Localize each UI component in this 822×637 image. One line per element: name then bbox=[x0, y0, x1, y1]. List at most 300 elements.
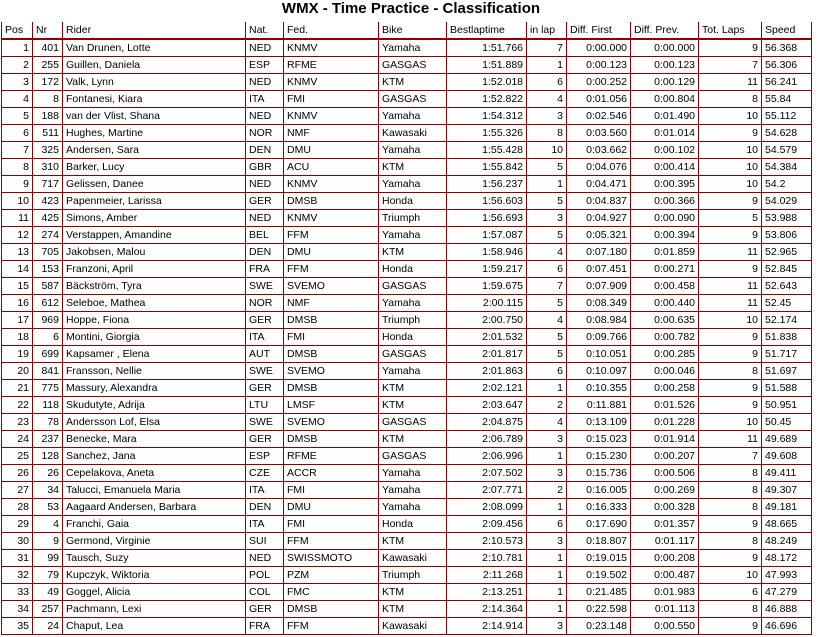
cell-tot-laps: 11 bbox=[699, 278, 762, 295]
table-row bbox=[2, 142, 812, 159]
header-diff-first: Diff. First bbox=[567, 22, 631, 39]
cell-diff-prev: 0:00.129 bbox=[631, 74, 699, 91]
cell-nat: FRA bbox=[246, 618, 284, 635]
cell-nr: 237 bbox=[33, 431, 63, 448]
cell-speed: 48.665 bbox=[762, 516, 812, 533]
cell-in-lap: 5 bbox=[527, 193, 567, 210]
cell-diff-first: 0:17.690 bbox=[567, 516, 631, 533]
cell-nat: NOR bbox=[246, 295, 284, 312]
cell-speed: 54.628 bbox=[762, 125, 812, 142]
cell-diff-prev: 0:00.123 bbox=[631, 57, 699, 74]
cell-tot-laps: 9 bbox=[699, 550, 762, 567]
cell-nr: 26 bbox=[33, 465, 63, 482]
table-row bbox=[2, 448, 812, 465]
cell-in-lap: 2 bbox=[527, 397, 567, 414]
cell-in-lap: 3 bbox=[527, 108, 567, 125]
header-bike: Bike bbox=[379, 22, 447, 39]
cell-speed: 53.806 bbox=[762, 227, 812, 244]
cell-bestlaptime: 2:09.456 bbox=[447, 516, 527, 533]
cell-in-lap: 6 bbox=[527, 74, 567, 91]
cell-bike: KTM bbox=[379, 244, 447, 261]
cell-bestlaptime: 2:01.817 bbox=[447, 346, 527, 363]
cell-bike: KTM bbox=[379, 584, 447, 601]
cell-speed: 52.845 bbox=[762, 261, 812, 278]
cell-fed: RFME bbox=[284, 57, 379, 74]
cell-nat: SWE bbox=[246, 278, 284, 295]
cell-nr: 49 bbox=[33, 584, 63, 601]
cell-tot-laps: 7 bbox=[699, 57, 762, 74]
cell-bestlaptime: 2:08.099 bbox=[447, 499, 527, 516]
cell-bestlaptime: 1:57.087 bbox=[447, 227, 527, 244]
cell-diff-prev: 0:00.102 bbox=[631, 142, 699, 159]
cell-nat: AUT bbox=[246, 346, 284, 363]
table-row bbox=[2, 261, 812, 278]
cell-diff-prev: 0:01.117 bbox=[631, 533, 699, 550]
table-row bbox=[2, 295, 812, 312]
cell-nat: POL bbox=[246, 567, 284, 584]
header-tot-laps: Tot. Laps bbox=[699, 22, 762, 39]
cell-diff-first: 0:03.662 bbox=[567, 142, 631, 159]
cell-fed: DMSB bbox=[284, 312, 379, 329]
cell-nr: 274 bbox=[33, 227, 63, 244]
cell-bestlaptime: 2:00.115 bbox=[447, 295, 527, 312]
cell-bike: KTM bbox=[379, 431, 447, 448]
cell-bestlaptime: 1:59.217 bbox=[447, 261, 527, 278]
cell-tot-laps: 11 bbox=[699, 244, 762, 261]
cell-fed: FFM bbox=[284, 227, 379, 244]
cell-pos: 16 bbox=[2, 295, 33, 312]
cell-diff-first: 0:04.927 bbox=[567, 210, 631, 227]
cell-diff-first: 0:15.023 bbox=[567, 431, 631, 448]
cell-tot-laps: 9 bbox=[699, 618, 762, 635]
cell-pos: 2 bbox=[2, 57, 33, 74]
cell-diff-prev: 0:01.357 bbox=[631, 516, 699, 533]
cell-tot-laps: 6 bbox=[699, 584, 762, 601]
cell-bestlaptime: 1:51.766 bbox=[447, 39, 527, 57]
header-pos: Pos bbox=[2, 22, 33, 39]
cell-fed: DMSB bbox=[284, 380, 379, 397]
cell-in-lap: 1 bbox=[527, 57, 567, 74]
cell-nr: 423 bbox=[33, 193, 63, 210]
cell-in-lap: 1 bbox=[527, 448, 567, 465]
cell-bestlaptime: 1:56.603 bbox=[447, 193, 527, 210]
table-row bbox=[2, 482, 812, 499]
cell-nr: 612 bbox=[33, 295, 63, 312]
cell-diff-first: 0:04.471 bbox=[567, 176, 631, 193]
cell-bike: Yamaha bbox=[379, 499, 447, 516]
header-speed: Speed bbox=[762, 22, 812, 39]
cell-rider: Gelissen, Danee bbox=[63, 176, 246, 193]
cell-in-lap: 1 bbox=[527, 499, 567, 516]
cell-rider: Cepelakova, Aneta bbox=[63, 465, 246, 482]
cell-diff-prev: 0:00.328 bbox=[631, 499, 699, 516]
table-row bbox=[2, 91, 812, 108]
cell-bestlaptime: 1:55.842 bbox=[447, 159, 527, 176]
cell-bike: Triumph bbox=[379, 312, 447, 329]
cell-diff-prev: 0:00.090 bbox=[631, 210, 699, 227]
cell-nat: SWE bbox=[246, 363, 284, 380]
cell-diff-first: 0:11.881 bbox=[567, 397, 631, 414]
cell-bike: Triumph bbox=[379, 567, 447, 584]
cell-bestlaptime: 2:14.364 bbox=[447, 601, 527, 618]
cell-diff-prev: 0:00.782 bbox=[631, 329, 699, 346]
cell-tot-laps: 9 bbox=[699, 39, 762, 57]
cell-speed: 52.45 bbox=[762, 295, 812, 312]
cell-speed: 50.45 bbox=[762, 414, 812, 431]
cell-tot-laps: 9 bbox=[699, 516, 762, 533]
header-fed: Fed. bbox=[284, 22, 379, 39]
cell-bestlaptime: 2:04.875 bbox=[447, 414, 527, 431]
cell-speed: 49.181 bbox=[762, 499, 812, 516]
cell-speed: 54.2 bbox=[762, 176, 812, 193]
cell-bestlaptime: 2:14.914 bbox=[447, 618, 527, 635]
cell-rider: Tausch, Suzy bbox=[63, 550, 246, 567]
cell-in-lap: 3 bbox=[527, 465, 567, 482]
cell-diff-first: 0:08.984 bbox=[567, 312, 631, 329]
table-header-row bbox=[2, 22, 812, 39]
cell-in-lap: 5 bbox=[527, 329, 567, 346]
cell-bike: Yamaha bbox=[379, 295, 447, 312]
cell-tot-laps: 8 bbox=[699, 91, 762, 108]
table-row bbox=[2, 244, 812, 261]
cell-nat: SUI bbox=[246, 533, 284, 550]
cell-fed: DMU bbox=[284, 499, 379, 516]
table-row bbox=[2, 618, 812, 635]
cell-speed: 49.689 bbox=[762, 431, 812, 448]
cell-in-lap: 1 bbox=[527, 550, 567, 567]
table-row bbox=[2, 380, 812, 397]
cell-bestlaptime: 1:55.326 bbox=[447, 125, 527, 142]
cell-bike: Yamaha bbox=[379, 142, 447, 159]
cell-fed: FFM bbox=[284, 261, 379, 278]
cell-diff-first: 0:19.502 bbox=[567, 567, 631, 584]
cell-nr: 699 bbox=[33, 346, 63, 363]
cell-in-lap: 6 bbox=[527, 363, 567, 380]
cell-nr: 153 bbox=[33, 261, 63, 278]
cell-nat: DEN bbox=[246, 499, 284, 516]
cell-diff-prev: 0:00.207 bbox=[631, 448, 699, 465]
cell-pos: 20 bbox=[2, 363, 33, 380]
cell-bike: KTM bbox=[379, 380, 447, 397]
table-row bbox=[2, 516, 812, 533]
cell-diff-first: 0:07.909 bbox=[567, 278, 631, 295]
table-row bbox=[2, 346, 812, 363]
cell-nat: NED bbox=[246, 39, 284, 57]
cell-bike: GASGAS bbox=[379, 448, 447, 465]
cell-nr: 4 bbox=[33, 516, 63, 533]
cell-diff-prev: 0:00.804 bbox=[631, 91, 699, 108]
cell-nat: GER bbox=[246, 380, 284, 397]
cell-bestlaptime: 2:00.750 bbox=[447, 312, 527, 329]
cell-fed: DMSB bbox=[284, 346, 379, 363]
table-row bbox=[2, 363, 812, 380]
cell-bestlaptime: 2:13.251 bbox=[447, 584, 527, 601]
cell-rider: Verstappen, Amandine bbox=[63, 227, 246, 244]
cell-nat: DEN bbox=[246, 142, 284, 159]
cell-fed: DMSB bbox=[284, 601, 379, 618]
header-in-lap: in lap bbox=[527, 22, 567, 39]
cell-bike: Yamaha bbox=[379, 176, 447, 193]
cell-tot-laps: 11 bbox=[699, 74, 762, 91]
cell-tot-laps: 9 bbox=[699, 227, 762, 244]
cell-pos: 14 bbox=[2, 261, 33, 278]
cell-pos: 35 bbox=[2, 618, 33, 635]
cell-rider: Aagaard Andersen, Barbara bbox=[63, 499, 246, 516]
cell-bike: GASGAS bbox=[379, 278, 447, 295]
cell-pos: 11 bbox=[2, 210, 33, 227]
cell-in-lap: 5 bbox=[527, 346, 567, 363]
cell-in-lap: 7 bbox=[527, 278, 567, 295]
cell-rider: Germond, Virginie bbox=[63, 533, 246, 550]
cell-nr: 511 bbox=[33, 125, 63, 142]
cell-nat: GER bbox=[246, 193, 284, 210]
cell-fed: LMSF bbox=[284, 397, 379, 414]
cell-diff-first: 0:07.180 bbox=[567, 244, 631, 261]
cell-nr: 24 bbox=[33, 618, 63, 635]
cell-speed: 55.112 bbox=[762, 108, 812, 125]
cell-bike: Kawasaki bbox=[379, 618, 447, 635]
cell-in-lap: 3 bbox=[527, 210, 567, 227]
cell-rider: Jakobsen, Malou bbox=[63, 244, 246, 261]
cell-diff-first: 0:04.076 bbox=[567, 159, 631, 176]
cell-nr: 53 bbox=[33, 499, 63, 516]
cell-tot-laps: 11 bbox=[699, 295, 762, 312]
cell-fed: FMI bbox=[284, 516, 379, 533]
cell-nr: 401 bbox=[33, 39, 63, 57]
cell-nat: NED bbox=[246, 550, 284, 567]
cell-fed: ACCR bbox=[284, 465, 379, 482]
cell-pos: 17 bbox=[2, 312, 33, 329]
cell-bestlaptime: 1:55.428 bbox=[447, 142, 527, 159]
cell-tot-laps: 9 bbox=[699, 193, 762, 210]
cell-nat: DEN bbox=[246, 244, 284, 261]
cell-tot-laps: 9 bbox=[699, 380, 762, 397]
cell-pos: 15 bbox=[2, 278, 33, 295]
cell-nr: 310 bbox=[33, 159, 63, 176]
cell-speed: 56.241 bbox=[762, 74, 812, 91]
cell-pos: 34 bbox=[2, 601, 33, 618]
cell-bestlaptime: 1:51.889 bbox=[447, 57, 527, 74]
cell-in-lap: 1 bbox=[527, 176, 567, 193]
cell-tot-laps: 10 bbox=[699, 159, 762, 176]
cell-diff-first: 0:23.148 bbox=[567, 618, 631, 635]
cell-diff-prev: 0:00.506 bbox=[631, 465, 699, 482]
cell-diff-first: 0:13.109 bbox=[567, 414, 631, 431]
cell-rider: Seleboe, Mathea bbox=[63, 295, 246, 312]
cell-rider: Fontanesi, Kiara bbox=[63, 91, 246, 108]
cell-tot-laps: 10 bbox=[699, 108, 762, 125]
cell-bike: KTM bbox=[379, 533, 447, 550]
cell-rider: Papenmeier, Larissa bbox=[63, 193, 246, 210]
table-row bbox=[2, 465, 812, 482]
cell-diff-first: 0:10.051 bbox=[567, 346, 631, 363]
cell-nat: GER bbox=[246, 601, 284, 618]
cell-in-lap: 3 bbox=[527, 431, 567, 448]
table-row bbox=[2, 125, 812, 142]
cell-speed: 51.838 bbox=[762, 329, 812, 346]
cell-rider: Sanchez, Jana bbox=[63, 448, 246, 465]
cell-rider: van der Vlist, Shana bbox=[63, 108, 246, 125]
cell-diff-prev: 0:00.414 bbox=[631, 159, 699, 176]
cell-fed: FMI bbox=[284, 482, 379, 499]
cell-speed: 56.306 bbox=[762, 57, 812, 74]
cell-diff-prev: 0:01.859 bbox=[631, 244, 699, 261]
cell-bestlaptime: 2:11.268 bbox=[447, 567, 527, 584]
cell-pos: 25 bbox=[2, 448, 33, 465]
table-row bbox=[2, 176, 812, 193]
table-row bbox=[2, 39, 812, 57]
cell-bestlaptime: 1:58.946 bbox=[447, 244, 527, 261]
cell-speed: 50.951 bbox=[762, 397, 812, 414]
cell-bike: Yamaha bbox=[379, 108, 447, 125]
cell-nat: NOR bbox=[246, 125, 284, 142]
cell-rider: Fransson, Nellie bbox=[63, 363, 246, 380]
cell-diff-prev: 0:00.271 bbox=[631, 261, 699, 278]
cell-in-lap: 5 bbox=[527, 295, 567, 312]
cell-pos: 33 bbox=[2, 584, 33, 601]
cell-diff-prev: 0:00.394 bbox=[631, 227, 699, 244]
cell-nat: ESP bbox=[246, 57, 284, 74]
cell-fed: KNMV bbox=[284, 74, 379, 91]
cell-diff-prev: 0:00.487 bbox=[631, 567, 699, 584]
cell-tot-laps: 10 bbox=[699, 414, 762, 431]
cell-pos: 28 bbox=[2, 499, 33, 516]
cell-rider: Franchi, Gaia bbox=[63, 516, 246, 533]
cell-fed: KNMV bbox=[284, 210, 379, 227]
table-row bbox=[2, 108, 812, 125]
cell-nr: 9 bbox=[33, 533, 63, 550]
cell-fed: FMI bbox=[284, 329, 379, 346]
cell-pos: 22 bbox=[2, 397, 33, 414]
cell-rider: Barker, Lucy bbox=[63, 159, 246, 176]
cell-nat: ITA bbox=[246, 516, 284, 533]
cell-nr: 172 bbox=[33, 74, 63, 91]
cell-bike: Honda bbox=[379, 516, 447, 533]
cell-diff-first: 0:15.230 bbox=[567, 448, 631, 465]
cell-pos: 31 bbox=[2, 550, 33, 567]
cell-nat: LTU bbox=[246, 397, 284, 414]
cell-tot-laps: 9 bbox=[699, 346, 762, 363]
cell-in-lap: 3 bbox=[527, 618, 567, 635]
cell-nat: NED bbox=[246, 74, 284, 91]
table-row bbox=[2, 57, 812, 74]
table-row bbox=[2, 278, 812, 295]
cell-nr: 257 bbox=[33, 601, 63, 618]
cell-diff-first: 0:10.097 bbox=[567, 363, 631, 380]
cell-nr: 325 bbox=[33, 142, 63, 159]
cell-tot-laps: 10 bbox=[699, 142, 762, 159]
cell-speed: 48.172 bbox=[762, 550, 812, 567]
cell-speed: 56.368 bbox=[762, 39, 812, 57]
cell-bike: KTM bbox=[379, 397, 447, 414]
cell-nat: BEL bbox=[246, 227, 284, 244]
cell-rider: Kupczyk, Wiktoria bbox=[63, 567, 246, 584]
cell-fed: ACU bbox=[284, 159, 379, 176]
cell-diff-first: 0:00.000 bbox=[567, 39, 631, 57]
cell-diff-prev: 0:00.440 bbox=[631, 295, 699, 312]
cell-bestlaptime: 1:56.237 bbox=[447, 176, 527, 193]
cell-diff-prev: 0:01.014 bbox=[631, 125, 699, 142]
cell-bestlaptime: 2:06.789 bbox=[447, 431, 527, 448]
cell-speed: 51.697 bbox=[762, 363, 812, 380]
cell-bike: Honda bbox=[379, 193, 447, 210]
cell-nr: 34 bbox=[33, 482, 63, 499]
cell-bike: Honda bbox=[379, 261, 447, 278]
cell-fed: KNMV bbox=[284, 108, 379, 125]
cell-rider: Andersson Lof, Elsa bbox=[63, 414, 246, 431]
cell-nat: FRA bbox=[246, 261, 284, 278]
table-row bbox=[2, 431, 812, 448]
cell-pos: 21 bbox=[2, 380, 33, 397]
cell-pos: 32 bbox=[2, 567, 33, 584]
cell-bike: KTM bbox=[379, 74, 447, 91]
cell-diff-prev: 0:01.983 bbox=[631, 584, 699, 601]
cell-fed: DMU bbox=[284, 142, 379, 159]
cell-diff-first: 0:00.123 bbox=[567, 57, 631, 74]
cell-in-lap: 4 bbox=[527, 244, 567, 261]
cell-bestlaptime: 1:59.675 bbox=[447, 278, 527, 295]
cell-in-lap: 4 bbox=[527, 91, 567, 108]
cell-bike: Triumph bbox=[379, 210, 447, 227]
table-row bbox=[2, 584, 812, 601]
cell-diff-first: 0:21.485 bbox=[567, 584, 631, 601]
cell-nr: 717 bbox=[33, 176, 63, 193]
cell-in-lap: 4 bbox=[527, 312, 567, 329]
cell-tot-laps: 8 bbox=[699, 499, 762, 516]
cell-nr: 425 bbox=[33, 210, 63, 227]
cell-diff-prev: 0:00.458 bbox=[631, 278, 699, 295]
cell-tot-laps: 9 bbox=[699, 125, 762, 142]
cell-bestlaptime: 2:10.573 bbox=[447, 533, 527, 550]
cell-nat: ITA bbox=[246, 329, 284, 346]
cell-nat: NED bbox=[246, 108, 284, 125]
cell-speed: 54.029 bbox=[762, 193, 812, 210]
cell-in-lap: 8 bbox=[527, 125, 567, 142]
cell-diff-first: 0:05.321 bbox=[567, 227, 631, 244]
cell-speed: 55.84 bbox=[762, 91, 812, 108]
cell-pos: 10 bbox=[2, 193, 33, 210]
cell-speed: 52.965 bbox=[762, 244, 812, 261]
cell-speed: 51.717 bbox=[762, 346, 812, 363]
cell-rider: Hoppe, Fiona bbox=[63, 312, 246, 329]
table-row bbox=[2, 159, 812, 176]
cell-bike: GASGAS bbox=[379, 414, 447, 431]
table-row bbox=[2, 533, 812, 550]
cell-nat: NED bbox=[246, 210, 284, 227]
cell-rider: Hughes, Martine bbox=[63, 125, 246, 142]
cell-in-lap: 7 bbox=[527, 39, 567, 57]
cell-rider: Simons, Amber bbox=[63, 210, 246, 227]
table-row bbox=[2, 567, 812, 584]
cell-tot-laps: 8 bbox=[699, 465, 762, 482]
cell-in-lap: 6 bbox=[527, 261, 567, 278]
cell-nr: 79 bbox=[33, 567, 63, 584]
cell-pos: 19 bbox=[2, 346, 33, 363]
table-row bbox=[2, 227, 812, 244]
cell-nat: GER bbox=[246, 312, 284, 329]
cell-in-lap: 1 bbox=[527, 567, 567, 584]
classification-table bbox=[1, 22, 812, 635]
cell-bike: Yamaha bbox=[379, 465, 447, 482]
table-row bbox=[2, 550, 812, 567]
cell-bestlaptime: 2:07.771 bbox=[447, 482, 527, 499]
cell-fed: NMF bbox=[284, 125, 379, 142]
cell-speed: 53.988 bbox=[762, 210, 812, 227]
cell-nat: GBR bbox=[246, 159, 284, 176]
cell-fed: FFM bbox=[284, 533, 379, 550]
table-row bbox=[2, 414, 812, 431]
cell-rider: Pachmann, Lexi bbox=[63, 601, 246, 618]
